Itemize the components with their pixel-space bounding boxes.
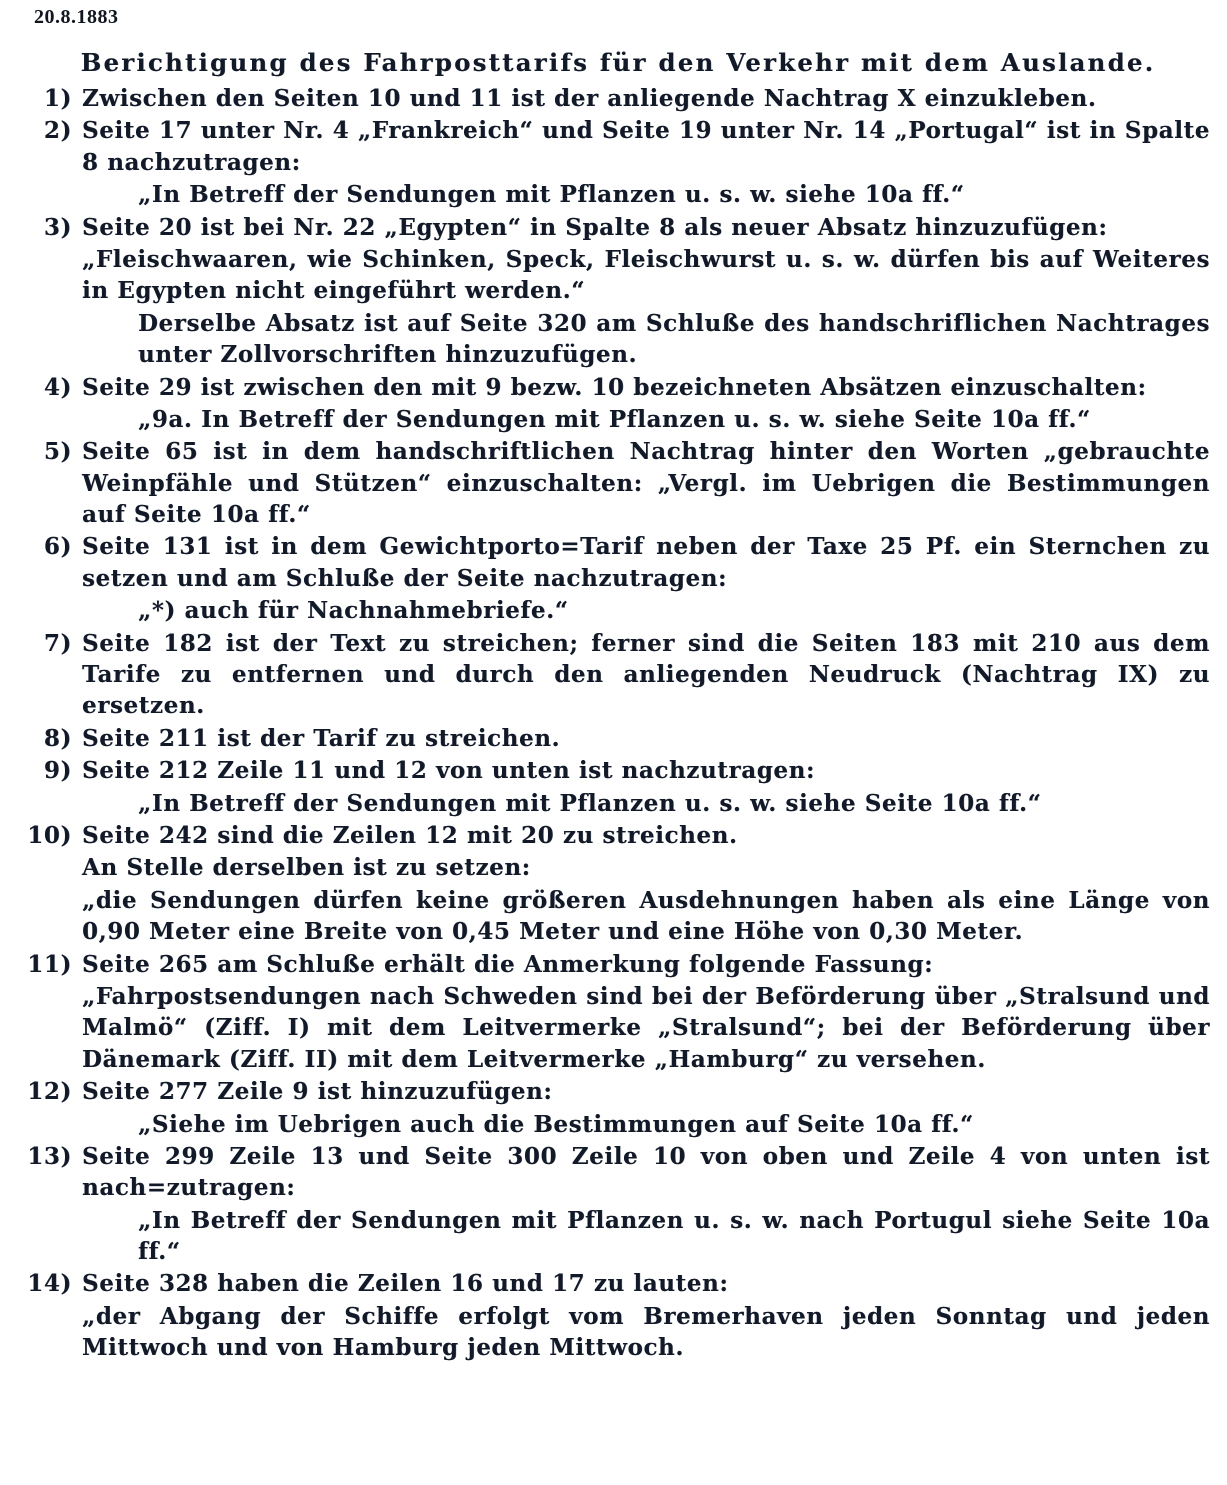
item-number: 6)	[43, 533, 72, 561]
item-number: 12)	[27, 1078, 72, 1106]
item-quote: „*) auch für Nachnahmebriefe.“	[138, 597, 569, 625]
list-item	[20, 531, 1210, 594]
item-quote: „Fahrpostsendungen nach Schweden sind bei der Beförderung über „Stralsund und Malmö“ (Ziff. I) mit dem Leitvermerke „Stralsund“; bei der Beförderung über Dänemark (Ziff. II) mit dem Leitvermerke „Hamburg“ zu versehen.	[82, 982, 1210, 1073]
item-number: 9)	[43, 757, 72, 785]
item-text: Seite 265 am Schluße erhält die Anmerkung folgende Fassung:	[82, 950, 934, 978]
item-text: Seite 299 Zeile 13 und Seite 300 Zeile 10 von oben und Zeile 4 von unten ist nach=zutragen:	[82, 1142, 1210, 1202]
item-number: 2)	[43, 117, 72, 145]
document-heading: Berichtigung des Fahrposttarifs für den Verkehr mit dem Auslande.	[80, 48, 1156, 77]
list-item	[20, 628, 1210, 722]
item-text: Seite 131 ist in dem Gewichtporto=Tarif neben der Taxe 25 Pf. ein Sternchen zu setzen und am Schluße der Seite nachzutragen:	[82, 533, 1210, 592]
list-item	[20, 436, 1210, 530]
item-number: 1)	[43, 85, 72, 112]
item-number: 13)	[27, 1142, 72, 1170]
item-text: Seite 17 unter Nr. 4 „Frankreich“ und Seite 19 unter Nr. 14 „Portugal“ ist in Spalte 8 nachzutragen:	[82, 117, 1210, 176]
document-date: 20.8.1883	[34, 6, 119, 28]
item-quote: „In Betreff der Sendungen mit Pflanzen u. s. w. siehe Seite 10a ff.“	[138, 789, 1042, 817]
list-item	[20, 820, 1210, 851]
item-number: 14)	[27, 1270, 72, 1298]
item-number: 10)	[27, 821, 72, 849]
list-item	[20, 372, 1210, 403]
list-item	[20, 83, 1210, 114]
item-number: 11)	[27, 950, 72, 978]
item-number: 7)	[43, 629, 72, 657]
item-text: Seite 242 sind die Zeilen 12 mit 20 zu streichen.	[82, 821, 738, 849]
item-quote: „die Sendungen dürfen keine größeren Ausdehnungen haben als eine Länge von 0,90 Meter eine Breite von 0,45 Meter und eine Höhe von 0,30 Meter.	[82, 886, 1210, 946]
list-item	[20, 1268, 1210, 1299]
item-number: 5)	[43, 438, 72, 466]
list-item	[20, 1076, 1210, 1107]
item-text: Seite 328 haben die Zeilen 16 und 17 zu lauten:	[82, 1270, 729, 1298]
item-text: Seite 20 ist bei Nr. 22 „Egypten“ in Spalte 8 als neuer Absatz hinzuzufügen:	[82, 213, 1108, 241]
item-quote: „Siehe im Uebrigen auch die Bestimmungen auf Seite 10a ff.“	[138, 1110, 974, 1138]
item-text: Seite 65 ist in dem handschriftlichen Nachtrag hinter den Worten „gebrauchte Weinpfähle und Stützen“ einzuschalten: „Vergl. im Uebrigen die Bestimmungen auf Seite 10a ff.“	[82, 438, 1210, 529]
item-text: Seite 277 Zeile 9 ist hinzuzufügen:	[82, 1078, 553, 1106]
item-text: Seite 182 ist der Text zu streichen; ferner sind die Seiten 183 mit 210 aus dem Tarife zu entfernen und durch den anliegenden Neudruck (Nachtrag IX) zu ersetzen.	[82, 629, 1210, 720]
item-quote: „Fleischwaaren, wie Schinken, Speck, Fleischwurst u. s. w. dürfen bis auf Weiteres in Egypten nicht eingeführt werden.“	[82, 245, 1210, 305]
item-text: Seite 211 ist der Tarif zu streichen.	[82, 724, 561, 752]
item-text: Seite 29 ist zwischen den mit 9 bezw. 10 bezeichneten Absätzen einzuschalten:	[82, 373, 1147, 401]
item-number: 8)	[43, 724, 72, 752]
item-quote: „In Betreff der Sendungen mit Pflanzen u. s. w. nach Portugul siehe Seite 10a ff.“	[138, 1206, 1210, 1266]
item-text: Zwischen den Seiten 10 und 11 ist der anliegende Nachtrag X einzukleben.	[82, 85, 1097, 112]
list-item	[20, 723, 1210, 754]
item-quote: „9a. In Betreff der Sendungen mit Pflanzen u. s. w. siehe Seite 10a ff.“	[138, 405, 1091, 433]
item-quote: „der Abgang der Schiffe erfolgt vom Bremerhaven jeden Sonntag und jeden Mittwoch und von Hamburg jeden Mittwoch.	[82, 1302, 1210, 1362]
item-quote: „In Betreff der Sendungen mit Pflanzen u. s. w. siehe 10a ff.“	[138, 181, 965, 209]
item-number: 4)	[43, 373, 72, 401]
item-continuation: An Stelle derselben ist zu setzen:	[82, 854, 531, 882]
document-body	[20, 48, 1210, 1365]
list-item	[20, 115, 1210, 178]
list-item	[20, 949, 1210, 980]
item-text: Seite 212 Zeile 11 und 12 von unten ist nachzutragen:	[82, 757, 816, 785]
list-item	[20, 1141, 1210, 1204]
item-number: 3)	[43, 213, 72, 241]
list-item	[20, 755, 1210, 786]
item-continuation: Derselbe Absatz ist auf Seite 320 am Schluße des handschriflichen Nachtrages unter Zollvorschriften hinzuzufügen.	[138, 309, 1210, 369]
list-item	[20, 212, 1210, 243]
